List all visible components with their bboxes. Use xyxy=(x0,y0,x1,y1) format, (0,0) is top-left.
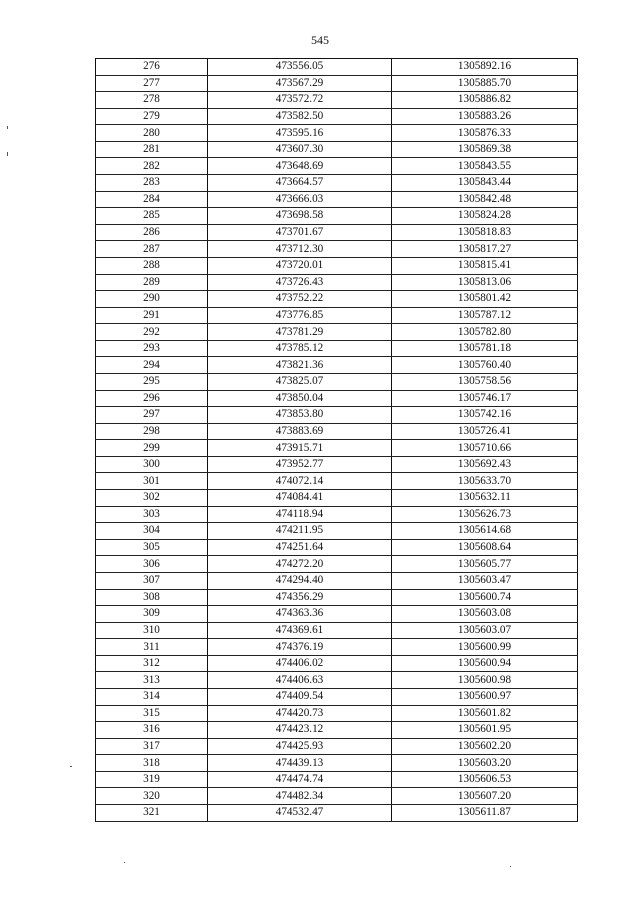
point-number-cell: 302 xyxy=(96,490,208,507)
table-row xyxy=(96,639,578,656)
x-coordinate-cell: 474406.63 xyxy=(208,672,392,689)
table-row xyxy=(96,59,578,76)
point-number-cell: 303 xyxy=(96,506,208,523)
table-row xyxy=(96,722,578,739)
point-number-cell: 299 xyxy=(96,440,208,457)
y-coordinate-cell: 1305600.98 xyxy=(392,672,578,689)
y-coordinate-cell: 1305602.20 xyxy=(392,738,578,755)
table-row xyxy=(96,506,578,523)
table-row xyxy=(96,291,578,308)
y-coordinate-cell: 1305692.43 xyxy=(392,456,578,473)
y-coordinate-cell: 1305760.40 xyxy=(392,357,578,374)
y-coordinate-cell: 1305626.73 xyxy=(392,506,578,523)
x-coordinate-cell: 473883.69 xyxy=(208,423,392,440)
point-number-cell: 289 xyxy=(96,274,208,291)
table-row xyxy=(96,224,578,241)
table-row xyxy=(96,141,578,158)
table-row xyxy=(96,357,578,374)
x-coordinate-cell: 474251.64 xyxy=(208,539,392,556)
scan-speck xyxy=(124,862,125,863)
point-number-cell: 284 xyxy=(96,191,208,208)
point-number-cell: 287 xyxy=(96,241,208,258)
point-number-cell: 283 xyxy=(96,175,208,192)
point-number-cell: 294 xyxy=(96,357,208,374)
table-row xyxy=(96,456,578,473)
point-number-cell: 317 xyxy=(96,738,208,755)
point-number-cell: 305 xyxy=(96,539,208,556)
y-coordinate-cell: 1305787.12 xyxy=(392,307,578,324)
x-coordinate-cell: 473785.12 xyxy=(208,340,392,357)
point-number-cell: 296 xyxy=(96,390,208,407)
y-coordinate-cell: 1305813.06 xyxy=(392,274,578,291)
x-coordinate-cell: 473648.69 xyxy=(208,158,392,175)
x-coordinate-cell: 474406.02 xyxy=(208,655,392,672)
point-number-cell: 315 xyxy=(96,705,208,722)
table-row xyxy=(96,655,578,672)
point-number-cell: 282 xyxy=(96,158,208,175)
point-number-cell: 310 xyxy=(96,622,208,639)
x-coordinate-cell: 473726.43 xyxy=(208,274,392,291)
point-number-cell: 297 xyxy=(96,407,208,424)
x-coordinate-cell: 474532.47 xyxy=(208,805,392,822)
point-number-cell: 292 xyxy=(96,324,208,341)
page-number: 545 xyxy=(311,33,329,47)
x-coordinate-cell: 474272.20 xyxy=(208,556,392,573)
y-coordinate-cell: 1305818.83 xyxy=(392,224,578,241)
y-coordinate-cell: 1305633.70 xyxy=(392,473,578,490)
point-number-cell: 307 xyxy=(96,572,208,589)
x-coordinate-cell: 473720.01 xyxy=(208,257,392,274)
x-coordinate-cell: 474439.13 xyxy=(208,755,392,772)
y-coordinate-cell: 1305843.55 xyxy=(392,158,578,175)
point-number-cell: 313 xyxy=(96,672,208,689)
table-row xyxy=(96,373,578,390)
coordinate-table xyxy=(95,58,578,822)
y-coordinate-cell: 1305876.33 xyxy=(392,125,578,142)
point-number-cell: 311 xyxy=(96,639,208,656)
table-row xyxy=(96,191,578,208)
x-coordinate-cell: 473595.16 xyxy=(208,125,392,142)
y-coordinate-cell: 1305758.56 xyxy=(392,373,578,390)
table-row xyxy=(96,473,578,490)
point-number-cell: 316 xyxy=(96,722,208,739)
x-coordinate-cell: 473607.30 xyxy=(208,141,392,158)
x-coordinate-cell: 473821.36 xyxy=(208,357,392,374)
x-coordinate-cell: 473776.85 xyxy=(208,307,392,324)
point-number-cell: 290 xyxy=(96,291,208,308)
x-coordinate-cell: 473853.80 xyxy=(208,407,392,424)
table-row xyxy=(96,805,578,822)
y-coordinate-cell: 1305782.80 xyxy=(392,324,578,341)
point-number-cell: 318 xyxy=(96,755,208,772)
table-row xyxy=(96,755,578,772)
table-row xyxy=(96,788,578,805)
table-row xyxy=(96,440,578,457)
y-coordinate-cell: 1305886.82 xyxy=(392,92,578,109)
table-row xyxy=(96,274,578,291)
point-number-cell: 309 xyxy=(96,606,208,623)
point-number-cell: 277 xyxy=(96,75,208,92)
x-coordinate-cell: 473781.29 xyxy=(208,324,392,341)
table-row xyxy=(96,257,578,274)
y-coordinate-cell: 1305781.18 xyxy=(392,340,578,357)
point-number-cell: 286 xyxy=(96,224,208,241)
table-row xyxy=(96,572,578,589)
y-coordinate-cell: 1305842.48 xyxy=(392,191,578,208)
x-coordinate-cell: 473701.67 xyxy=(208,224,392,241)
x-coordinate-cell: 473664.57 xyxy=(208,175,392,192)
x-coordinate-cell: 473915.71 xyxy=(208,440,392,457)
scan-speck xyxy=(7,126,8,129)
x-coordinate-cell: 473556.05 xyxy=(208,59,392,76)
x-coordinate-cell: 473572.72 xyxy=(208,92,392,109)
x-coordinate-cell: 474211.95 xyxy=(208,523,392,540)
x-coordinate-cell: 474363.36 xyxy=(208,606,392,623)
y-coordinate-cell: 1305603.47 xyxy=(392,572,578,589)
table-row xyxy=(96,125,578,142)
table-row xyxy=(96,324,578,341)
y-coordinate-cell: 1305710.66 xyxy=(392,440,578,457)
table-row xyxy=(96,672,578,689)
table-row xyxy=(96,688,578,705)
point-number-cell: 276 xyxy=(96,59,208,76)
point-number-cell: 304 xyxy=(96,523,208,540)
x-coordinate-cell: 474423.12 xyxy=(208,722,392,739)
y-coordinate-cell: 1305632.11 xyxy=(392,490,578,507)
y-coordinate-cell: 1305608.64 xyxy=(392,539,578,556)
table-row xyxy=(96,108,578,125)
table-row xyxy=(96,606,578,623)
x-coordinate-cell: 473850.04 xyxy=(208,390,392,407)
point-number-cell: 319 xyxy=(96,771,208,788)
y-coordinate-cell: 1305601.95 xyxy=(392,722,578,739)
table-row xyxy=(96,589,578,606)
point-number-cell: 301 xyxy=(96,473,208,490)
x-coordinate-cell: 474425.93 xyxy=(208,738,392,755)
x-coordinate-cell: 473825.07 xyxy=(208,373,392,390)
y-coordinate-cell: 1305843.44 xyxy=(392,175,578,192)
x-coordinate-cell: 474294.40 xyxy=(208,572,392,589)
y-coordinate-cell: 1305824.28 xyxy=(392,208,578,225)
x-coordinate-cell: 474369.61 xyxy=(208,622,392,639)
y-coordinate-cell: 1305601.82 xyxy=(392,705,578,722)
y-coordinate-cell: 1305883.26 xyxy=(392,108,578,125)
table-row xyxy=(96,390,578,407)
x-coordinate-cell: 473712.30 xyxy=(208,241,392,258)
point-number-cell: 312 xyxy=(96,655,208,672)
y-coordinate-cell: 1305614.68 xyxy=(392,523,578,540)
point-number-cell: 288 xyxy=(96,257,208,274)
table-row xyxy=(96,771,578,788)
table-row xyxy=(96,175,578,192)
table-row xyxy=(96,523,578,540)
x-coordinate-cell: 473752.22 xyxy=(208,291,392,308)
y-coordinate-cell: 1305603.20 xyxy=(392,755,578,772)
y-coordinate-cell: 1305815.41 xyxy=(392,257,578,274)
table-row xyxy=(96,407,578,424)
x-coordinate-cell: 473666.03 xyxy=(208,191,392,208)
y-coordinate-cell: 1305603.08 xyxy=(392,606,578,623)
x-coordinate-cell: 474482.34 xyxy=(208,788,392,805)
table-row xyxy=(96,241,578,258)
x-coordinate-cell: 473698.58 xyxy=(208,208,392,225)
y-coordinate-cell: 1305746.17 xyxy=(392,390,578,407)
y-coordinate-cell: 1305603.07 xyxy=(392,622,578,639)
x-coordinate-cell: 474474.74 xyxy=(208,771,392,788)
scan-speck xyxy=(70,766,72,767)
y-coordinate-cell: 1305600.97 xyxy=(392,688,578,705)
table-row xyxy=(96,75,578,92)
point-number-cell: 306 xyxy=(96,556,208,573)
table-row xyxy=(96,158,578,175)
point-number-cell: 280 xyxy=(96,125,208,142)
x-coordinate-cell: 473582.50 xyxy=(208,108,392,125)
y-coordinate-cell: 1305600.99 xyxy=(392,639,578,656)
x-coordinate-cell: 474376.19 xyxy=(208,639,392,656)
point-number-cell: 281 xyxy=(96,141,208,158)
point-number-cell: 320 xyxy=(96,788,208,805)
point-number-cell: 285 xyxy=(96,208,208,225)
x-coordinate-cell: 474420.73 xyxy=(208,705,392,722)
table-row xyxy=(96,490,578,507)
x-coordinate-cell: 474072.14 xyxy=(208,473,392,490)
y-coordinate-cell: 1305817.27 xyxy=(392,241,578,258)
table-row xyxy=(96,423,578,440)
point-number-cell: 293 xyxy=(96,340,208,357)
point-number-cell: 295 xyxy=(96,373,208,390)
table-row xyxy=(96,539,578,556)
y-coordinate-cell: 1305606.53 xyxy=(392,771,578,788)
point-number-cell: 321 xyxy=(96,805,208,822)
point-number-cell: 308 xyxy=(96,589,208,606)
table-row xyxy=(96,208,578,225)
point-number-cell: 298 xyxy=(96,423,208,440)
point-number-cell: 291 xyxy=(96,307,208,324)
y-coordinate-cell: 1305801.42 xyxy=(392,291,578,308)
table-row xyxy=(96,738,578,755)
point-number-cell: 278 xyxy=(96,92,208,109)
x-coordinate-cell: 474118.94 xyxy=(208,506,392,523)
scan-speck xyxy=(7,152,8,156)
y-coordinate-cell: 1305869.38 xyxy=(392,141,578,158)
coordinate-table-body xyxy=(96,59,578,822)
table-row xyxy=(96,556,578,573)
y-coordinate-cell: 1305600.94 xyxy=(392,655,578,672)
table-row xyxy=(96,340,578,357)
point-number-cell: 314 xyxy=(96,688,208,705)
y-coordinate-cell: 1305605.77 xyxy=(392,556,578,573)
x-coordinate-cell: 473952.77 xyxy=(208,456,392,473)
point-number-cell: 279 xyxy=(96,108,208,125)
y-coordinate-cell: 1305885.70 xyxy=(392,75,578,92)
y-coordinate-cell: 1305892.16 xyxy=(392,59,578,76)
y-coordinate-cell: 1305607.20 xyxy=(392,788,578,805)
y-coordinate-cell: 1305742.16 xyxy=(392,407,578,424)
y-coordinate-cell: 1305611.87 xyxy=(392,805,578,822)
scan-speck xyxy=(510,866,511,867)
x-coordinate-cell: 474409.54 xyxy=(208,688,392,705)
x-coordinate-cell: 473567.29 xyxy=(208,75,392,92)
table-row xyxy=(96,622,578,639)
x-coordinate-cell: 474084.41 xyxy=(208,490,392,507)
y-coordinate-cell: 1305600.74 xyxy=(392,589,578,606)
table-row xyxy=(96,307,578,324)
table-row xyxy=(96,92,578,109)
table-row xyxy=(96,705,578,722)
y-coordinate-cell: 1305726.41 xyxy=(392,423,578,440)
x-coordinate-cell: 474356.29 xyxy=(208,589,392,606)
point-number-cell: 300 xyxy=(96,456,208,473)
